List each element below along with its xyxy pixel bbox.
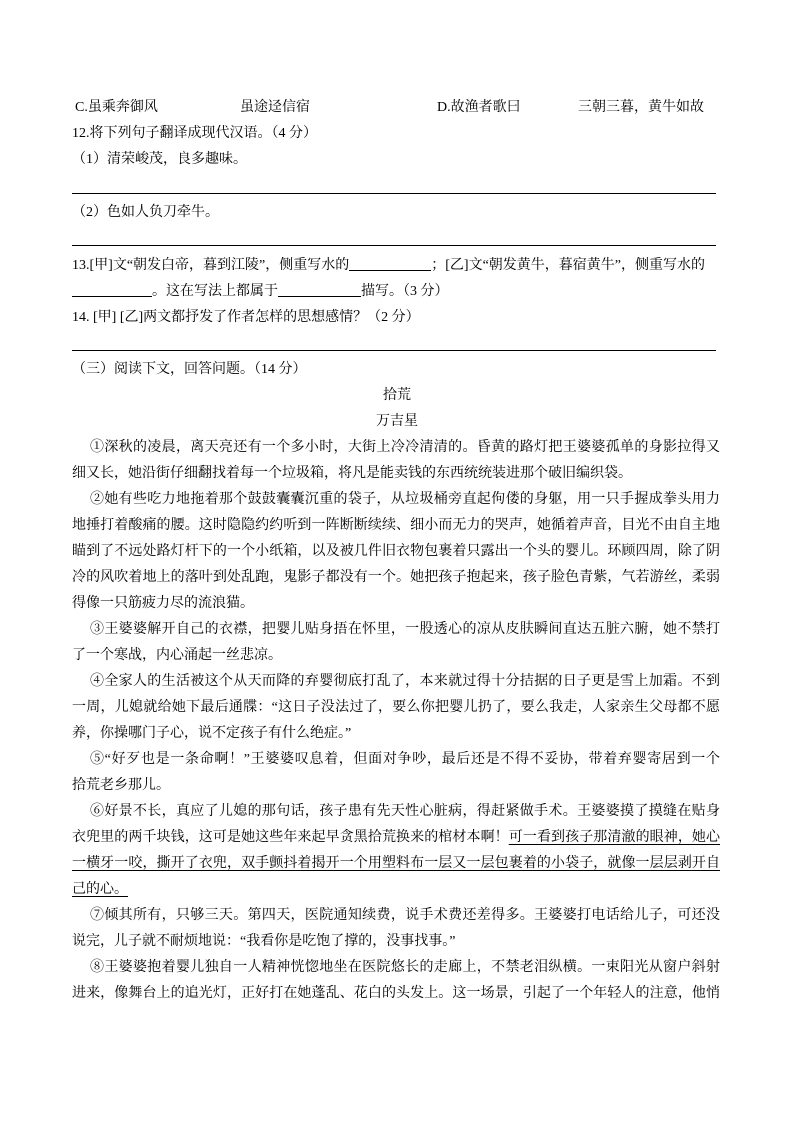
underlined-sentence: 可一看到孩子那清澈的眼神，她心: [508, 830, 721, 845]
question-13-text: 。这在写法上都属于: [152, 284, 278, 299]
options-row: [72, 95, 720, 121]
answer-blank: [278, 296, 361, 297]
option-c-text: 虽途迳信宿: [240, 100, 310, 115]
paragraph-line: ⑥好景不长，真应了儿媳的那句话，孩子患有先天性心脏病，得赶紧做手术。王婆婆摸了摸缝在贴身: [90, 804, 720, 819]
question-12-item-2: （2）色如人负刀牵牛。: [72, 205, 219, 220]
paragraph-7: [72, 903, 720, 955]
question-13-text: 13.[甲]文“朝发白帝，暮到江陵”，侧重写水的: [72, 258, 350, 273]
paragraph-line: ④全家人的生活被这个从天而降的弃婴彻底打乱了，本来就过得十分拮据的日子更是雪上加霜。不到: [90, 674, 720, 689]
paragraph-line: 冷的风吹着地上的落叶到处乱跑，鬼影子都没有一个。她把孩子抱起来，孩子脸色青紫，气若游丝，柔弱: [72, 570, 720, 585]
paragraph-line: 说完，儿子就不耐烦地说：“我看你是吃饱了撑的，没事找事。”: [72, 934, 456, 949]
answer-line: [72, 245, 716, 246]
paragraph-line: 拾荒老乡那儿。: [72, 778, 170, 793]
paragraph-1: [72, 435, 720, 487]
paragraph-line: ⑧王婆婆抱着婴儿独自一人精神恍惚地坐在医院悠长的走廊上，不禁老泪纵横。一束阳光从窗户斜射: [90, 960, 720, 975]
article-title: 拾荒: [383, 388, 411, 403]
question-14-stem: 14. [甲] [乙]两文都抒发了作者怎样的思想感情？（2 分）: [72, 310, 420, 325]
paragraph-line: 细又长，她沿街仔细翻找着每一个垃圾箱，将凡是能卖钱的东西统统装进那个破旧编织袋。: [72, 466, 632, 481]
paragraph-5: [72, 747, 720, 799]
paragraph-line: [72, 825, 720, 851]
question-12-stem: 12.将下列句子翻译成现代汉语。（4 分）: [72, 126, 317, 141]
answer-blank: [349, 270, 431, 271]
plain-text: 衣兜里的两千块钱，这可是她这些年来起早贪黑拾荒换来的棺材本啊！: [72, 830, 509, 845]
underlined-sentence: 己的心。: [72, 882, 128, 897]
question-13-line-2: [72, 279, 720, 305]
question-12-item-1: （1）清荣峻茂，良多趣味。: [72, 152, 247, 167]
question-13-line-1: [72, 253, 720, 279]
article-body: [72, 435, 720, 1007]
paragraph-line: 养，你操哪门子心，说不定孩子有什么绝症。”: [72, 726, 352, 741]
paragraph-line: [72, 851, 720, 877]
article-author: 万吉星: [376, 414, 418, 429]
section-3-heading: （三）阅读下文，回答问题。（14 分）: [72, 362, 307, 377]
paragraph-line: 瞄到了不远处路灯杆下的一个小纸箱，以及被几件旧衣物包裹着只露出一个头的婴儿。环顾四周，除了阴: [72, 544, 720, 559]
paragraph-line: 了一个寒战，内心涌起一丝悲凉。: [72, 648, 282, 663]
paragraph-line: ②她有些吃力地拖着那个鼓鼓囊囊沉重的袋子，从垃圾桶旁直起佝偻的身躯，用一只手握成拳头用力: [90, 492, 720, 507]
paragraph-8: [72, 955, 720, 1007]
paragraph-3: [72, 617, 720, 669]
paragraph-line: ⑦倾其所有，只够三天。第四天，医院通知续费，说手术费还差得多。王婆婆打电话给儿子，可还没: [90, 908, 720, 923]
paragraph-line: ⑤“好歹也是一条命啊！”王婆婆叹息着，但面对争吵，最后还是不得不妥协，带着弃婴寄居到一个: [90, 752, 720, 767]
paragraph-4: [72, 669, 720, 747]
paragraph-line: ①深秋的凌晨，离天亮还有一个多小时，大街上冷冷清清的。昏黄的路灯把王婆婆孤单的身影拉得又: [90, 440, 720, 455]
paragraph-line: 进来，像舞台上的追光灯，正好打在她蓬乱、花白的头发上。这一场景，引起了一个年轻人的注意，他悄: [72, 986, 720, 1001]
paragraph-line: 一周，儿媳就给她下最后通牒：“这日子没法过了，要么你把婴儿扔了，要么我走，人家亲生父母都不愿: [72, 700, 720, 715]
paragraph-line: ③王婆婆解开自己的衣襟，把婴儿贴身捂在怀里，一股透心的凉从皮肤瞬间直达五脏六腑，她不禁打: [90, 622, 720, 637]
question-13-text: ；[乙]文“朝发黄牛，暮宿黄牛”，侧重写水的: [431, 258, 706, 273]
paragraph-6: [72, 799, 720, 903]
paragraph-2: [72, 487, 720, 617]
paragraph-line: [72, 877, 720, 903]
option-d-label: D.故渔者歌曰: [437, 100, 521, 115]
answer-line: [72, 350, 716, 351]
paragraph-line: 得像一只筋疲力尽的流浪猫。: [72, 596, 254, 611]
underlined-sentence: 一横牙一咬，撕开了衣兜，双手颤抖着揭开一个用塑料布一层又一层包裹着的小袋子，就像一层层剥开自: [72, 856, 720, 871]
option-d-text: 三朝三暮，黄牛如故: [578, 100, 704, 115]
option-c-label: C.虽乘奔御风: [75, 100, 158, 115]
paragraph-line: 地捶打着酸痛的腰。这时隐隐约约听到一阵断断续续、细小而无力的哭声，她循着声音，目光不由自主地: [72, 518, 720, 533]
question-13-text: 描写。（3 分）: [361, 284, 449, 299]
answer-line: [72, 193, 716, 194]
answer-blank: [72, 296, 152, 297]
